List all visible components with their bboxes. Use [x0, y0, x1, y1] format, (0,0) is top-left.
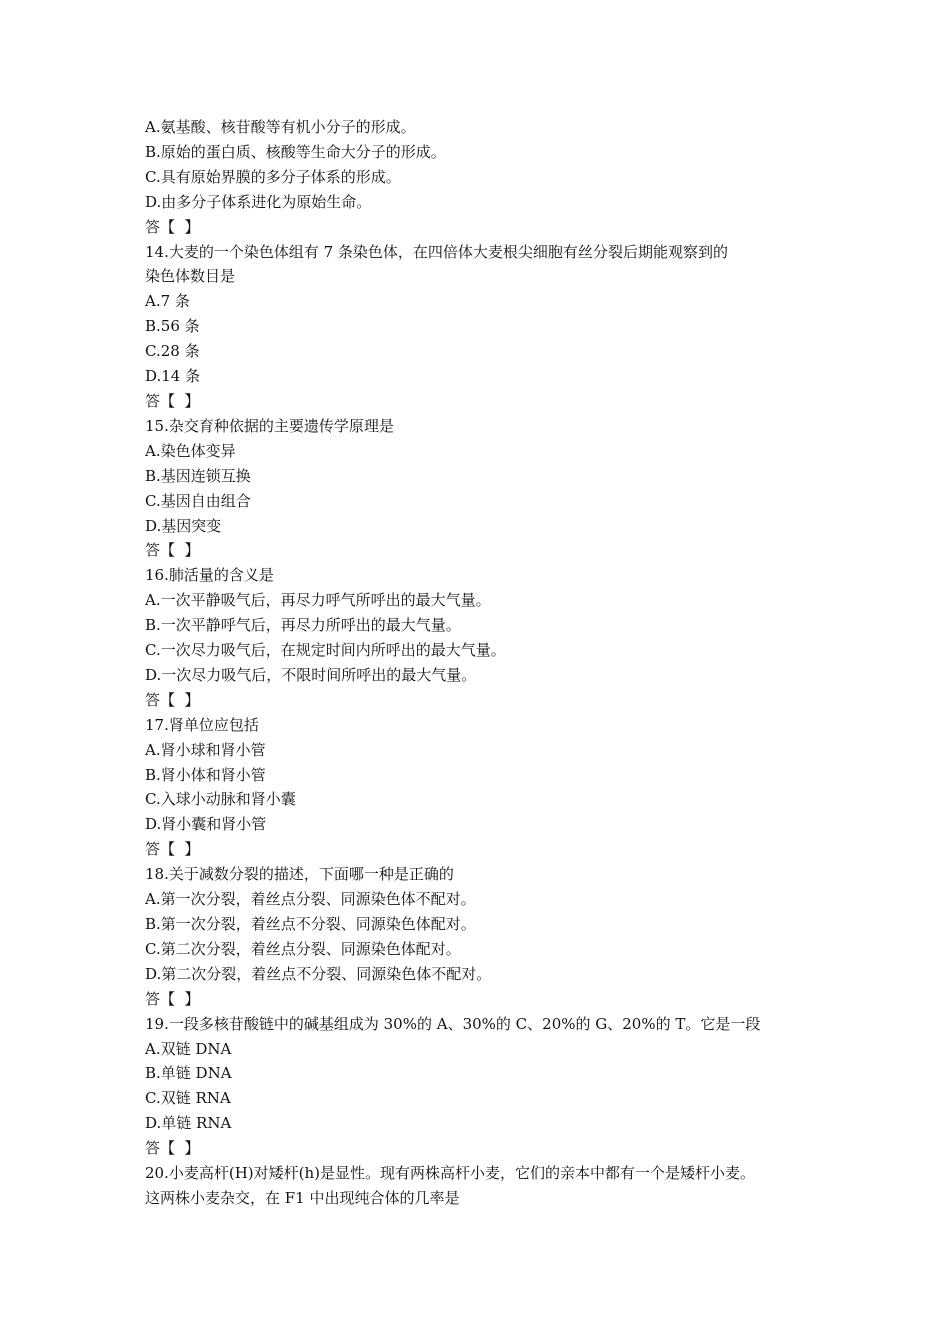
- question-text: 染色体数目是: [145, 267, 236, 286]
- option-line: D.14 条: [145, 367, 201, 386]
- option-line: D.由多分子体系进化为原始生命。: [145, 192, 372, 211]
- answer-blank: 答【 】: [145, 989, 200, 1008]
- option-line: A.染色体变异: [145, 441, 236, 460]
- option-line: B.基因连锁互换: [145, 466, 251, 485]
- option-line: B.肾小体和肾小管: [145, 765, 266, 784]
- question-text: 14.大麦的一个染色体组有 7 条染色体，在四倍体大麦根尖细胞有丝分裂后期能观察到的: [145, 242, 728, 261]
- option-line: C.具有原始界膜的多分子体系的形成。: [145, 167, 401, 186]
- answer-blank: 答【 】: [145, 391, 200, 410]
- option-line: A.双链 DNA: [145, 1039, 232, 1058]
- option-line: B.第一次分裂，着丝点不分裂、同源染色体配对。: [145, 915, 476, 933]
- answer-blank: 答【 】: [145, 541, 200, 560]
- option-line: D.一次尽力吸气后，不限时间所呼出的最大气量。: [145, 665, 477, 684]
- option-line: C.28 条: [145, 342, 200, 361]
- option-line: D.单链 RNA: [145, 1114, 232, 1133]
- option-line: B.原始的蛋白质、核酸等生命大分子的形成。: [145, 142, 446, 161]
- answer-blank: 答【 】: [145, 217, 200, 236]
- option-line: D.基因突变: [145, 516, 222, 535]
- option-line: A.肾小球和肾小管: [145, 740, 266, 759]
- option-line: A.一次平静吸气后，再尽力呼气所呼出的最大气量。: [145, 591, 491, 610]
- question-text: 15.杂交育种依据的主要遗传学原理是: [145, 416, 394, 435]
- option-line: B.一次平静呼气后，再尽力所呼出的最大气量。: [145, 616, 461, 635]
- question-text: 16.肺活量的含义是: [145, 566, 274, 585]
- question-text: 这两株小麦杂交，在 F1 中出现纯合体的几率是: [145, 1188, 460, 1207]
- option-line: C.双链 RNA: [145, 1089, 231, 1108]
- answer-blank: 答【 】: [145, 840, 200, 859]
- option-line: C.基因自由组合: [145, 491, 251, 510]
- option-line: D.肾小囊和肾小管: [145, 815, 267, 834]
- question-text: 20.小麦高杆(H)对矮杆(h)是显性。现有两株高杆小麦，它们的亲本中都有一个是矮杆小麦。: [145, 1164, 756, 1183]
- option-line: C.入球小动脉和肾小囊: [145, 790, 296, 809]
- option-line: D.第二次分裂，着丝点不分裂、同源染色体不配对。: [145, 964, 492, 983]
- option-line: C.一次尽力吸气后，在规定时间内所呼出的最大气量。: [145, 641, 506, 660]
- document-page: [145, 115, 825, 1211]
- option-line: C.第二次分裂，着丝点分裂、同源染色体配对。: [145, 939, 461, 958]
- option-line: B.56 条: [145, 317, 200, 336]
- option-line: A.第一次分裂，着丝点分裂、同源染色体不配对。: [145, 890, 476, 909]
- answer-blank: 答【 】: [145, 1139, 200, 1158]
- option-line: A.7 条: [145, 292, 190, 311]
- option-line: A.氨基酸、核苷酸等有机小分子的形成。: [145, 118, 416, 136]
- question-text: 17.肾单位应包括: [145, 715, 259, 734]
- option-line: B.单链 DNA: [145, 1064, 232, 1083]
- question-text: 18.关于减数分裂的描述，下面哪一种是正确的: [145, 865, 454, 884]
- question-text: 19.一段多核苷酸链中的碱基组成为 30%的 A、30%的 C、20%的 G、20%的 T。它是一段: [145, 1014, 761, 1033]
- answer-blank: 答【 】: [145, 690, 200, 709]
